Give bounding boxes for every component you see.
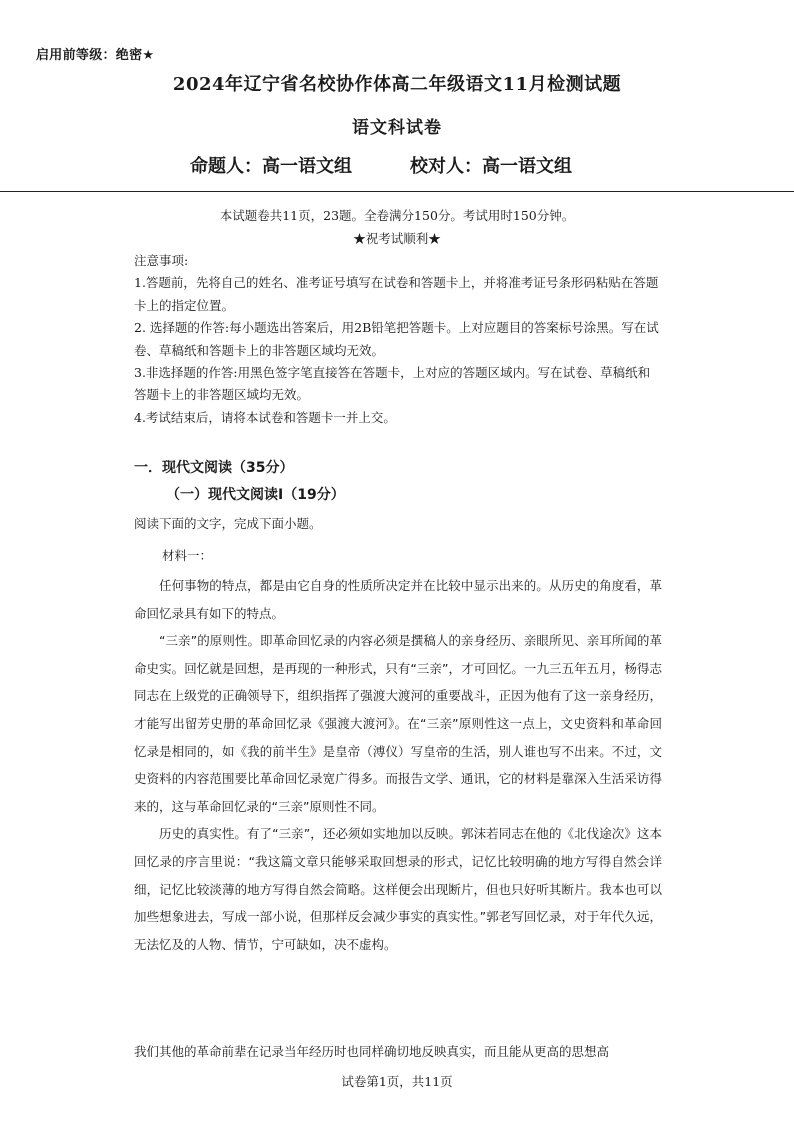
section-heading: 一．现代文阅读（35分）: [134, 460, 294, 476]
reading-instruction: 阅读下面的文字，完成下面小题。: [134, 516, 322, 531]
checker-label: 校对人：高一语文组: [410, 156, 572, 177]
author-label: 命题人：高一语文组: [190, 156, 352, 177]
exam-summary: 本试题卷共11页，23题。全卷满分150分。考试用时150分钟。: [219, 208, 575, 223]
passage-last-line: 我们其他的革命前辈在记录当年经历时也同样确切地反映真实，而且能从更高的思想高: [134, 1044, 610, 1059]
note-item: 3.非选择题的作答:用黑色签字笔直接答在答题卡，上对应的答题区域内。写在试卷、草稿纸和答题卡上的非答题区域均无效。: [134, 365, 651, 403]
note-item: 1.答题前，先将自己的姓名、准考证号填写在试卷和答题卡上，并将准考证号条形码粘贴在答题卡上的指定位置。: [134, 275, 659, 313]
exam-title: 2024年辽宁省名校协作体高二年级语文11月检测试题: [172, 74, 622, 95]
exam-subtitle: 语文科试卷: [352, 118, 442, 138]
notes-block: [134, 250, 662, 429]
passage-body: [134, 572, 662, 958]
material-label: 材料一：: [162, 548, 213, 563]
passage-paragraph: 任何事物的特点，都是由它自身的性质所决定并在比较中显示出来的。从历史的角度看，革命回忆录具有如下的特点。: [134, 578, 662, 621]
note-item: 2. 选择题的作答:每小题选出答案后，用2B铅笔把答题卡。上对应题目的答案标号涂黑。写在试卷、草稿纸和答题卡上的非答题区域均无效。: [134, 320, 659, 358]
passage-paragraph: “三亲”的原则性。即革命回忆录的内容必须是撰稿人的亲身经历、亲眼所见、亲耳所闻的革命史实。回忆就是回想，是再现的一种形式，只有“三亲”，才可回忆。一九三五年五月，杨得志同志在上级党的正确领导下，组织指挥了强渡大渡河的重要战斗，正因为他有了这一亲身经历，才能写出留芳史册的革命回忆录《强渡大渡河》。在“三亲”原则性这一点上，文史资料和革命回忆录是相同的，如《我的前半生》是皇帝（溥仪）写皇帝的生活，别人谁也写不出来。不过，文史资料的内容范围要比革命回忆录宽广得多。而报告文学、通讯，它的材料是靠深入生活采访得来的，这与革命回忆录的“三亲”原则性不同。: [134, 633, 662, 814]
authors-line: [190, 152, 572, 178]
secret-level-label: 启用前等级：绝密★: [36, 48, 155, 63]
good-luck-line: ★祝考试顺利★: [353, 231, 441, 246]
note-item: 4.考试结束后，请将本试卷和答题卡一并上交。: [134, 409, 396, 425]
passage-paragraph: 历史的真实性。有了“三亲”，还必须如实地加以反映。郭沫若同志在他的《北伐途次》这本回忆录的序言里说：“我这篇文章只能够采取回想录的形式，记忆比较明确的地方写得自然会详细，记忆比较淡薄的地方写得自然会简略。这样便会出现断片，但也只好听其断片。我本也可以加些想象进去，写成一部小说，但那样反会减少事实的真实性。”郭老写回忆录，对于年代久远，无法忆及的人物、情节，宁可缺如，决不虚构。: [134, 826, 662, 952]
page-footer: 试卷第1页，共11页: [341, 1074, 453, 1089]
notes-heading: 注意事项:: [134, 253, 189, 268]
header-divider: [0, 191, 794, 192]
section-subheading: （一）现代文阅读Ⅰ（19分）: [166, 487, 345, 503]
